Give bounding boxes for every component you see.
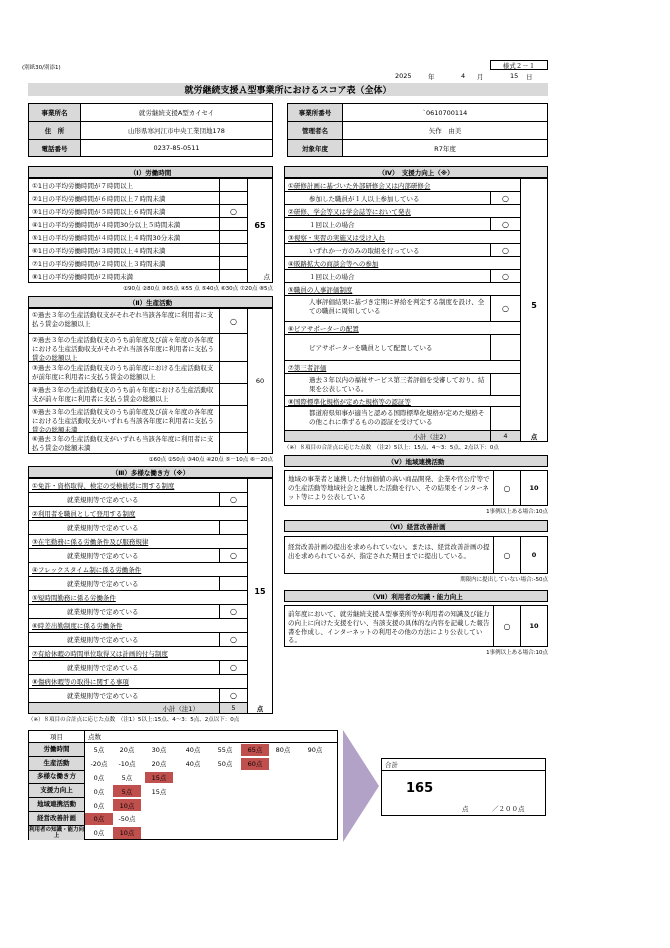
- s4-mark[interactable]: ○: [490, 192, 520, 205]
- s1-item: ⑤1日の平均労働時間が４時間以上４時間30分未満: [29, 231, 219, 244]
- s4-title: （Ⅳ） 支援力向上（※）: [284, 166, 548, 178]
- office-name: 就労継続支援A型カイセイ: [81, 104, 272, 122]
- s4-item-head: ④販路拡大の商談会等への参加: [285, 257, 520, 270]
- s3-item-head: ⑧傷病休暇等の取得に関する事項: [29, 675, 247, 689]
- summary-row-label: 地域連携活動: [29, 798, 85, 812]
- summary-cell: 0点: [93, 801, 105, 810]
- summary-cell: 40点: [185, 760, 201, 769]
- summary-table: [28, 730, 338, 840]
- s3-mark[interactable]: [219, 521, 247, 535]
- s3-item-sub: 就業規則等で定めている: [29, 689, 219, 703]
- s1-item: ③1日の平均労働時間が５時間以上６時間未満: [29, 205, 219, 218]
- summary-cell: 40点: [185, 746, 201, 755]
- s3-item-head: ④フレックスタイム制に係る労働条件: [29, 563, 247, 577]
- s2-score: 60: [255, 377, 265, 385]
- s5-text: 地域の事業者と連携した付加価値の高い商品開発、企業や官公庁等での生産活動等地域社会と連携した活動を行い、その結果をインターネット等により公表している: [288, 475, 490, 501]
- s4-item-sub: 人事評価結果に基づき定期に昇給を判定する制度を設け、全ての職員に周知している: [285, 296, 490, 322]
- s4-mark[interactable]: ○: [490, 296, 520, 322]
- total-max: ／２００点: [492, 805, 525, 813]
- summary-cell: 5点: [93, 746, 105, 755]
- s2-score-cell: [247, 309, 272, 453]
- s2-item: ①過去３年の生産活動収支がそれぞれ当該各年度に利用者に支払う賃金の総額以上: [29, 309, 219, 334]
- s3-item-sub: 就業規則等で定めている: [29, 661, 219, 675]
- s5-title: （Ⅴ）地域連携活動: [284, 455, 548, 467]
- summary-cell: 60点: [241, 758, 269, 770]
- s3-item-head: ③在宅勤務に係る労働条件及び服務規律: [29, 535, 247, 549]
- s1-item: ④1日の平均労働時間が４時間30分以上５時間未満: [29, 218, 219, 231]
- s1-rows: [29, 179, 247, 282]
- s6-score: 0: [520, 537, 547, 573]
- page-title: 就労継続支援Ａ型事業所におけるスコア表（全体）: [28, 83, 548, 96]
- s4-item-sub: 参加した職員が１人以上参加している: [285, 192, 490, 205]
- date-year-unit: 年: [428, 73, 435, 81]
- fy: R7年度: [434, 144, 456, 153]
- date-day: 15: [510, 72, 519, 80]
- s3-mark[interactable]: ○: [219, 605, 247, 619]
- summary-cell: 5点: [113, 785, 141, 797]
- info-table-left: [28, 103, 273, 157]
- summary-row-label: 生産活動: [29, 757, 85, 771]
- s4-item-head: ⑥ピアサポーターの配置: [285, 322, 520, 335]
- s4-mark[interactable]: [490, 407, 520, 431]
- summary-col-item: 項目: [29, 731, 85, 743]
- s2-table: [28, 308, 273, 454]
- date-month-unit: 月: [477, 73, 484, 81]
- summary-cell: 55点: [217, 746, 233, 755]
- summary-cell: 30点: [151, 746, 167, 755]
- s4-item-sub: １回以上の場合: [285, 218, 490, 231]
- s4-table: [284, 178, 548, 442]
- s1-item: ⑥1日の平均労働時間が３時間以上４時間未満: [29, 244, 219, 257]
- summary-cell: 0点: [85, 813, 113, 825]
- summary-cell: 20点: [151, 760, 167, 769]
- s4-item-head: ⑧国際標準化規格が定めた規格等の認証等: [285, 396, 520, 407]
- summary-cell: 10点: [113, 827, 141, 839]
- s3-score: 15: [254, 586, 266, 596]
- summary-cell: 20点: [119, 746, 135, 755]
- s1-item: ①1日の平均労働時間が７時間以上: [29, 179, 219, 192]
- s4-item-head: ①研修計画に基づいた外部研修会又は内部研修会: [285, 179, 520, 192]
- manager: 矢作 由美: [343, 122, 547, 140]
- s3-item-sub: 就業規則等で定めている: [29, 577, 219, 591]
- s4-mark[interactable]: ○: [490, 270, 520, 283]
- s1-mark[interactable]: ○: [219, 205, 247, 218]
- manager-label: 管理者名: [288, 122, 343, 140]
- summary-cell: -20点: [90, 760, 108, 769]
- s1-footnote: ①90点 ②80点 ③65点 ④55 点 ⑤40点 ⑥30点 ⑦20点 ⑧5点: [123, 286, 273, 292]
- summary-cell: 15点: [145, 772, 173, 784]
- s4-item-sub: 過去３年以内の福祉サービス第三者評価を受審しており、結果を公表している。: [285, 374, 490, 396]
- summary-row-label: 経営改善計画: [29, 812, 85, 826]
- s6-box: [284, 536, 548, 574]
- date-month: 4: [461, 72, 466, 80]
- summary-row-label: 労働時間: [29, 743, 85, 757]
- summary-col-points: 点数: [85, 731, 337, 743]
- s7-footnote: 1事例以上ある場合:10点: [486, 650, 548, 656]
- s3-footnote: （※）８項目の合計点に応じた点数 （注1）5以上:15点、4～3：5点、2点以下：0点: [28, 717, 240, 723]
- s4-item-sub: いずれか一方のみの取組を行っている: [285, 244, 490, 257]
- address: 山形県寒河江市中央工業団地178: [81, 122, 272, 140]
- s1-score-cell: [247, 179, 272, 282]
- s2-mark[interactable]: [219, 433, 247, 453]
- address-label: 住 所: [29, 122, 81, 140]
- s3-item-sub: 就業規則等で定めている: [29, 521, 219, 535]
- s4-score: 5: [531, 300, 537, 310]
- date-day-unit: 日: [526, 73, 533, 81]
- info-table-right: [287, 103, 548, 157]
- fy-label: 対象年度: [288, 140, 343, 156]
- s4-item-sub: １回以上の場合: [285, 270, 490, 283]
- s2-item: ④過去３年の生産活動収支のうち前々年度における生産活動収支が前々年度に利用者に支払う賃金の総額以上: [29, 384, 219, 406]
- s2-mark[interactable]: [219, 334, 247, 362]
- summary-cell: 15点: [151, 787, 167, 796]
- summary-cell: 65点: [241, 744, 269, 756]
- s4-item-sub: ピアサポーターを職員として配置している: [285, 335, 490, 361]
- s3-subtotal-unit: 点: [247, 703, 272, 713]
- s4-item-head: ⑦第三者評価: [285, 361, 520, 374]
- total-box: [381, 758, 546, 816]
- s4-item-head: ③視察・実習の実施又は受け入れ: [285, 231, 520, 244]
- s1-table: [28, 178, 273, 283]
- s7-title: （Ⅶ）利用者の知識・能力向上: [284, 590, 548, 602]
- s4-mark[interactable]: ○: [490, 244, 520, 257]
- s2-footnote: ①60点 ②50点 ③40点 ④20点 ⑤－10点 ⑥－20点: [148, 457, 273, 463]
- summary-cell: -10点: [118, 760, 136, 769]
- s7-score: 10: [520, 606, 547, 646]
- s3-item-head: ⑦有給休暇の時間単位取得又は計画的付与制度: [29, 647, 247, 661]
- s3-subtotal: 5: [219, 703, 247, 713]
- s4-item-sub: 都道府県知事が適当と認める国際標準化規格が定めた規格その他これに準ずるものの認証を受けている: [285, 407, 490, 431]
- date-year: 2025: [395, 72, 412, 80]
- s2-title: （Ⅱ）生産活動: [28, 296, 273, 308]
- s3-item-head: ⑥時差出勤制度に係る労働条件: [29, 619, 247, 633]
- summary-cell: 10点: [113, 799, 141, 811]
- s1-mark[interactable]: [219, 192, 247, 205]
- phone-label: 電話番号: [29, 140, 81, 156]
- summary-cell: 90点: [307, 746, 323, 755]
- summary-cell: 5点: [121, 773, 133, 782]
- s1-item: ⑧1日の平均労働時間が２時間未満: [32, 272, 133, 281]
- s2-mark[interactable]: ○: [219, 309, 247, 334]
- s4-footnote: （※）８項目の合計点に応じた点数 （注2）5以上：15点、4～3：5点、2点以下：0点: [284, 445, 499, 451]
- s3-mark[interactable]: ○: [219, 549, 247, 563]
- date-row: [395, 72, 555, 82]
- s1-title: （Ⅰ）労働時間: [28, 166, 273, 178]
- s3-mark[interactable]: ○: [219, 493, 247, 507]
- office-no: `0610700114: [343, 104, 547, 122]
- form-note: (別紙30/別添1): [22, 65, 61, 71]
- arrow-right-icon: [343, 730, 379, 842]
- summary-row-label: 多様な働き方: [29, 771, 85, 785]
- s6-text: 経営改善計画の提出を求められていない。または、経営改善計画の提出を求められているが、指定された期日までに提出している。: [288, 543, 490, 560]
- s4-item-head: ②研修、学会等又は学会誌等において発表: [285, 205, 520, 218]
- s6-title: （Ⅵ）経営改善計画: [284, 520, 548, 532]
- s1-mark[interactable]: [219, 179, 247, 192]
- s1-mark[interactable]: [219, 244, 247, 257]
- s1-score: 65: [254, 220, 266, 230]
- s6-footnote: 期限内に提出していない場合:-50点: [460, 577, 548, 583]
- s3-subtotal-label: 小計（注1）: [29, 703, 219, 713]
- s4-subtotal-unit: 点: [520, 431, 547, 441]
- s2-item: ③過去３年の生産活動収支のうち前年度における生産活動収支が前年度に利用者に支払う賃金の総額以上: [29, 362, 219, 384]
- s2-mark[interactable]: [219, 384, 247, 406]
- s5-score: 10: [520, 471, 547, 505]
- s1-mark[interactable]: [219, 270, 247, 282]
- s3-mark[interactable]: ○: [219, 661, 247, 675]
- s7-box: [284, 605, 548, 647]
- s3-table: [28, 478, 273, 714]
- s4-subtotal-label: 小計（注2）: [285, 431, 490, 441]
- phone: 0237-85-0511: [153, 144, 200, 152]
- office-no-label: 事業所番号: [288, 104, 343, 122]
- s3-item-head: ②利用者を職員として登用する制度: [29, 507, 247, 521]
- s4-item-head: ⑤職員の人事評価制度: [285, 283, 520, 296]
- s4-mark[interactable]: [490, 374, 520, 396]
- s7-mark[interactable]: ○: [493, 606, 520, 646]
- s1-unit: 点: [263, 273, 270, 281]
- s2-item: ⑤過去３年の生産活動収支のうち前年度及び前々年度の各年度における生産活動収支がいずれも当該各年度に利用者に支払う賃金の総額未満: [29, 406, 219, 433]
- s1-item: ②1日の平均労働時間が６時間以上７時間未満: [29, 192, 219, 205]
- s2-item: ⑥過去３年の生産活動収支がいずれも当該各年度に利用者に支払う賃金の総額未満: [32, 435, 214, 452]
- summary-cell: 0点: [93, 787, 105, 796]
- s5-footnote: 1事例以上ある場合:10点: [486, 509, 548, 515]
- office-name-label: 事業所名: [29, 104, 81, 122]
- s3-mark[interactable]: [219, 577, 247, 591]
- s3-title: （Ⅲ）多様な働き方（※）: [28, 466, 273, 478]
- s5-mark[interactable]: ○: [493, 471, 520, 505]
- s4-score-cell: [520, 179, 547, 431]
- s4-mark[interactable]: [490, 335, 520, 361]
- s3-item-sub: 就業規則等で定めている: [29, 549, 219, 563]
- s3-item-head: ①免許・資格取得、検定の受検勧奨に関する制度: [29, 479, 247, 493]
- s1-mark[interactable]: [219, 231, 247, 244]
- s4-subtotal: 4: [490, 431, 520, 441]
- total-label: 合計: [382, 759, 545, 771]
- s3-item-sub: 就業規則等で定めている: [29, 633, 219, 647]
- s3-item-sub: 就業規則等で定めている: [29, 605, 219, 619]
- s3-item-sub: 就業規則等で定めている: [29, 493, 219, 507]
- summary-row-label: 利用者の知識・能力向上: [29, 826, 85, 839]
- form-number: 様式２－１: [490, 60, 548, 70]
- total-value: 165: [406, 781, 434, 796]
- summary-row-label: 支援力向上: [29, 784, 85, 798]
- s3-mark[interactable]: ○: [219, 633, 247, 647]
- s1-mark[interactable]: [219, 257, 247, 270]
- summary-cell: 0点: [93, 829, 105, 838]
- s3-item-head: ⑤短時間勤務に係る労働条件: [29, 591, 247, 605]
- s1-mark[interactable]: [219, 218, 247, 231]
- summary-cell: 0点: [93, 773, 105, 782]
- summary-cell: -50点: [118, 815, 136, 824]
- s3-mark[interactable]: ○: [219, 689, 247, 703]
- summary-cell: 50点: [217, 760, 233, 769]
- s2-mark[interactable]: [219, 406, 247, 433]
- s6-mark[interactable]: ○: [493, 537, 520, 573]
- s4-mark[interactable]: ○: [490, 218, 520, 231]
- s1-item: ⑦1日の平均労働時間が２時間以上３時間未満: [29, 257, 219, 270]
- s3-score-cell: [247, 479, 272, 703]
- s2-mark[interactable]: [219, 362, 247, 384]
- summary-cell: 80点: [275, 746, 291, 755]
- total-unit: 点: [462, 805, 469, 813]
- s5-box: [284, 470, 548, 506]
- s2-item: ②過去３年の生産活動収支のうち前年度及び前々年度の各年度における生産活動収支がそれぞれ当該各年度に利用者に支払う賃金の総額以上: [29, 334, 219, 362]
- s7-text: 前年度において、就労継続支援Ａ型事業所等が利用者の知識及び能力の向上に向けた支援を行い、当該支援の具体的な内容を記載した報告書を作成し、インターネットの利用その他の方法により公表している。: [288, 610, 490, 645]
